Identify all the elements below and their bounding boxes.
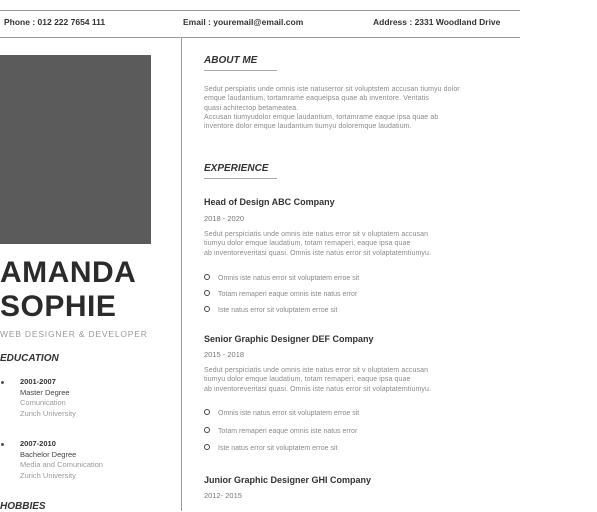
about-line: Sedut perspiatis unde omnis iste natuserror sit voluptstem accusan tiumyu dolor bbox=[204, 86, 460, 93]
about-underline bbox=[204, 70, 277, 71]
first-name: AMANDA bbox=[0, 256, 137, 289]
contact-rule bbox=[0, 37, 520, 38]
job-title: Senior Graphic Designer DEF Company bbox=[204, 334, 374, 344]
about-line: emque laudantium, tortamrame eaqueipsa quae ab inventore. Veritatis bbox=[204, 95, 429, 103]
about-text bbox=[204, 85, 522, 131]
contact-address: Address : 2331 Woodland Drive bbox=[373, 17, 501, 27]
experience-underline bbox=[204, 178, 277, 179]
profile-photo-placeholder bbox=[0, 55, 151, 244]
job-bullet bbox=[204, 291, 357, 298]
about-title: ABOUT ME bbox=[204, 55, 258, 66]
circle-bullet-icon bbox=[204, 290, 210, 296]
job-bullet-text: Iste natus error sit voluptatem erroe sit bbox=[218, 307, 338, 314]
job-role: WEB DESIGNER & DEVELOPER bbox=[0, 329, 148, 339]
circle-bullet-icon bbox=[204, 427, 210, 433]
job-bullet-text: Totam remaperi eaque omnis iste natus error bbox=[218, 291, 358, 298]
job-years: 2015 - 2018 bbox=[204, 350, 245, 359]
job-title: Head of Design ABC Company bbox=[204, 197, 335, 207]
education-field: Media and Comunication bbox=[20, 460, 103, 469]
contact-bar bbox=[0, 0, 520, 38]
job-bullet bbox=[204, 410, 359, 417]
job-years: 2012- 2015 bbox=[204, 491, 242, 500]
job-description bbox=[204, 366, 522, 394]
job-bullet-text: Omnis iste natus error sit voluptatem erroe sit bbox=[218, 410, 360, 417]
last-name: SOPHIE bbox=[0, 290, 117, 323]
job-bullet bbox=[204, 307, 337, 314]
job-bullet-text: Totam remaperi eaque omnis iste natus error bbox=[218, 428, 358, 435]
circle-bullet-icon bbox=[204, 306, 210, 312]
education-title: EDUCATION bbox=[0, 353, 59, 364]
about-line: inventore dolor emque laudantium tiumyu doloremque laudatium. bbox=[204, 123, 412, 131]
hobbies-title: HOBBIES bbox=[0, 501, 46, 512]
experience-title: EXPERIENCE bbox=[204, 163, 269, 174]
job-description bbox=[204, 230, 522, 258]
education-bullet bbox=[1, 381, 4, 384]
circle-bullet-icon bbox=[204, 444, 210, 450]
job-bullet-text: Omnis iste natus error sit voluptatem erroe sit bbox=[218, 275, 360, 282]
job-line: Sedut perspiciatis unde omnis iste natus error sit v oluptatem accusan bbox=[204, 231, 429, 238]
about-line: quasi achitectop betameatea. bbox=[204, 104, 299, 112]
education-degree: Master Degree bbox=[20, 387, 70, 397]
education-item bbox=[20, 439, 103, 481]
job-line: tiumyu dolor emque laudatium, totam remaperi, eaque ipsa quae bbox=[204, 376, 411, 384]
job-line: Sedut perspiciatis unde omnis iste natus error sit v oluptatem accusan bbox=[204, 367, 429, 374]
education-bullet bbox=[1, 443, 4, 446]
job-bullet bbox=[204, 428, 357, 435]
contact-email: Email : youremail@email.com bbox=[183, 17, 304, 27]
contact-phone: Phone : 012 222 7654 111 bbox=[4, 17, 106, 27]
job-bullet bbox=[204, 275, 359, 282]
education-years: 2001-2007 bbox=[20, 377, 56, 386]
about-line: Accusan tiumyudolor emque laudantium, tortamrame eaque ipsa quae ab bbox=[204, 113, 439, 121]
education-school: Zurich University bbox=[20, 470, 76, 480]
job-line: ab inventoreveritasi quasi. Omnis iste natus error sit volaptatemtiumyu. bbox=[204, 385, 432, 393]
education-item bbox=[20, 377, 76, 419]
job-bullet bbox=[204, 445, 337, 452]
education-degree: Bachelor Degree bbox=[20, 449, 77, 459]
job-years: 2018 - 2020 bbox=[204, 214, 245, 223]
job-title: Junior Graphic Designer GHI Company bbox=[204, 475, 372, 485]
column-divider bbox=[181, 38, 182, 511]
job-line: ab inventoreveritasi quasi. Omnis iste natus error sit volaptatemtiumyu. bbox=[204, 249, 432, 257]
education-field: Comunication bbox=[20, 398, 66, 407]
education-school: Zurich University bbox=[20, 408, 76, 418]
top-rule bbox=[0, 10, 520, 11]
job-line: tiumyu dolor emque laudatium, totam remaperi, eaque ipsa quae bbox=[204, 240, 411, 248]
education-years: 2007-2010 bbox=[20, 439, 56, 448]
circle-bullet-icon bbox=[204, 409, 210, 415]
job-bullet-text: Iste natus error sit voluptatem erroe sit bbox=[218, 445, 338, 452]
circle-bullet-icon bbox=[204, 274, 210, 280]
